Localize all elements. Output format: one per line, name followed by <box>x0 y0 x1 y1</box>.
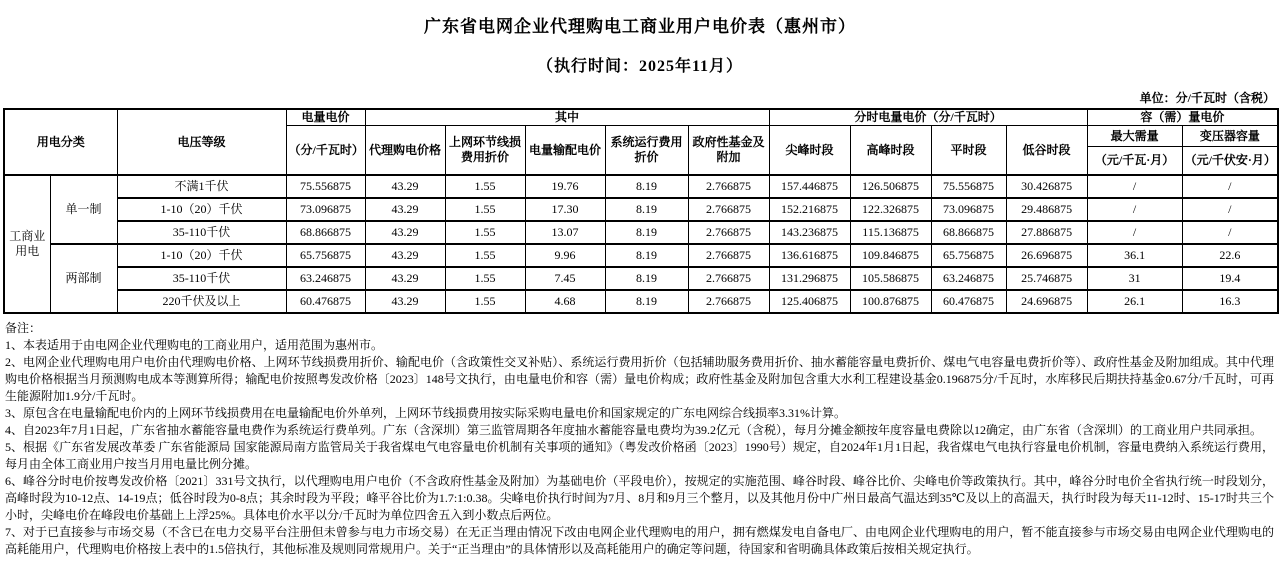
header-of-which: 其中 <box>365 109 769 126</box>
note-item-4: 4、自2023年7月1日起，广东省抽水蓄能容量电费作为系统运行费单列。广东（含深圳）第三监管周期各年度抽水蓄能容量电费均为39.2亿元（含税），每月分摊金额按年度容量电费除以12确定，由广东省（含深圳）的工商业用户共同承担。 <box>5 423 1263 437</box>
cell-value: 100.876875 <box>850 290 931 313</box>
cell-value: 68.866875 <box>286 221 365 244</box>
cell-value: 126.506875 <box>850 175 931 198</box>
header-tou-group: 分时电量电价（分/千瓦时） <box>769 109 1087 126</box>
header-agency-purchase-price: 代理购电价格 <box>365 126 445 176</box>
header-valley: 低谷时段 <box>1006 126 1087 176</box>
cell-value: 31 <box>1087 267 1182 290</box>
header-voltage-level: 电压等级 <box>117 109 286 175</box>
table-row <box>4 175 1278 198</box>
cell-value: 122.326875 <box>850 198 931 221</box>
price-table <box>3 108 1279 314</box>
cell-value: 43.29 <box>365 198 445 221</box>
cell-value: / <box>1182 198 1278 221</box>
cell-value: 1.55 <box>445 290 525 313</box>
cell-value: 73.096875 <box>286 198 365 221</box>
header-max-demand-unit: （元/千瓦·月） <box>1087 147 1182 176</box>
cell-group-single: 单一制 <box>50 175 117 244</box>
header-capacity-group: 容（需）量电价 <box>1087 109 1278 126</box>
header-energy-price-unit: （分/千瓦时） <box>286 126 365 176</box>
cell-value: 2.766875 <box>688 221 769 244</box>
cell-voltage: 1-10（20）千伏 <box>117 244 286 267</box>
cell-value: 13.07 <box>525 221 605 244</box>
cell-value: 60.476875 <box>931 290 1006 313</box>
notes-section <box>5 320 1274 558</box>
note-item-7: 7、对于已直接参与市场交易（不含已在电力交易平台注册但未曾参与电力市场交易）在无正当理由情况下改由电网企业代理购电的用户，拥有燃煤发电自备电厂、由电网企业代理购电的用户，暂不能直接参与市场交易由电网企业代理购电的高耗能用户，代理购电价格按上表中的1.5倍执行，其他标准及规则同常规用户。关于“正当理由”的具体情形以及高耗能用户的确定等问题，待国家和省明确具体政策后按相关规定执行。 <box>5 525 1274 556</box>
cell-value: 63.246875 <box>931 267 1006 290</box>
header-transformer-capacity: 变压器容量 <box>1182 126 1278 147</box>
note-item-3: 3、原包含在电量输配电价内的上网环节线损费用在电量输配电价外单列，上网环节线损费用按实际采购电量电价和国家规定的广东电网综合线损率3.31%计算。 <box>5 406 847 420</box>
note-item-1: 1、本表适用于由电网企业代理购电的工商业用户，适用范围为惠州市。 <box>5 338 384 352</box>
cell-voltage: 不满1千伏 <box>117 175 286 198</box>
cell-value: 2.766875 <box>688 290 769 313</box>
cell-value: 1.55 <box>445 221 525 244</box>
header-gov-funds-surcharge: 政府性基金及附加 <box>688 126 769 176</box>
cell-value: 157.446875 <box>769 175 850 198</box>
cell-value: 75.556875 <box>286 175 365 198</box>
cell-value: 65.756875 <box>931 244 1006 267</box>
cell-value: 19.76 <box>525 175 605 198</box>
cell-value: 1.55 <box>445 175 525 198</box>
cell-value: / <box>1087 198 1182 221</box>
header-energy-price: 电量电价 <box>286 109 365 126</box>
cell-value: 105.586875 <box>850 267 931 290</box>
cell-value: 75.556875 <box>931 175 1006 198</box>
cell-value: 29.486875 <box>1006 198 1087 221</box>
cell-voltage: 35-110千伏 <box>117 221 286 244</box>
cell-value: 24.696875 <box>1006 290 1087 313</box>
header-transmission-price: 电量输配电价 <box>525 126 605 176</box>
cell-value: 2.766875 <box>688 267 769 290</box>
cell-value: 125.406875 <box>769 290 850 313</box>
table-row <box>4 267 1278 290</box>
cell-value: 131.296875 <box>769 267 850 290</box>
cell-value: 9.96 <box>525 244 605 267</box>
cell-value: 26.696875 <box>1006 244 1087 267</box>
header-transformer-capacity-unit: （元/千伏安·月） <box>1182 147 1278 176</box>
cell-value: 1.55 <box>445 198 525 221</box>
cell-value: 43.29 <box>365 175 445 198</box>
cell-value: 8.19 <box>605 244 688 267</box>
cell-value: 63.246875 <box>286 267 365 290</box>
cell-value: 60.476875 <box>286 290 365 313</box>
header-grid-line-loss: 上网环节线损费用折价 <box>445 126 525 176</box>
cell-value: 68.866875 <box>931 221 1006 244</box>
cell-value: 4.68 <box>525 290 605 313</box>
header-system-operation-fee: 系统运行费用折价 <box>605 126 688 176</box>
cell-value: 143.236875 <box>769 221 850 244</box>
note-item-5: 5、根据《广东省发展改革委 广东省能源局 国家能源局南方监管局关于我省煤电气电容量电价机制有关事项的通知》（粤发改价格函〔2023〕1990号）规定，自2024年1月1日起，我省煤电气电执行容量电价机制，容量电费纳入系统运行费用，每月由全体工商业用户按当月用电量比例分摊。 <box>5 440 1274 471</box>
page-title: 广东省电网企业代理购电工商业用户电价表（惠州市） <box>424 17 856 36</box>
cell-value: 43.29 <box>365 221 445 244</box>
cell-value: 2.766875 <box>688 198 769 221</box>
cell-value: 73.096875 <box>931 198 1006 221</box>
cell-value: 27.886875 <box>1006 221 1087 244</box>
cell-value: 152.216875 <box>769 198 850 221</box>
cell-value: 8.19 <box>605 290 688 313</box>
cell-value: 36.1 <box>1087 244 1182 267</box>
cell-value: 43.29 <box>365 290 445 313</box>
header-usage-category: 用电分类 <box>4 109 117 175</box>
page-subtitle: （执行时间：2025年11月） <box>536 58 744 75</box>
header-max-demand: 最大需量 <box>1087 126 1182 147</box>
cell-voltage: 220千伏及以上 <box>117 290 286 313</box>
cell-value: 19.4 <box>1182 267 1278 290</box>
cell-value: 30.426875 <box>1006 175 1087 198</box>
cell-value: 2.766875 <box>688 175 769 198</box>
table-row <box>4 290 1278 313</box>
cell-value: 43.29 <box>365 267 445 290</box>
table-row <box>4 221 1278 244</box>
cell-value: 17.30 <box>525 198 605 221</box>
cell-value: / <box>1087 221 1182 244</box>
cell-value: 109.846875 <box>850 244 931 267</box>
cell-value: 8.19 <box>605 221 688 244</box>
cell-value: 22.6 <box>1182 244 1278 267</box>
cell-value: 7.45 <box>525 267 605 290</box>
cell-group-two-part: 两部制 <box>50 244 117 313</box>
cell-voltage: 1-10（20）千伏 <box>117 198 286 221</box>
note-item-2: 2、电网企业代理购电用户电价由代理购电价格、上网环节线损费用折价、输配电价（含政策性交叉补贴）、系统运行费用折价（包括辅助服务费用折价、抽水蓄能容量电费折价、煤电气电容量电费折价等）、政府性基金及附加组成。其中代理购电价格根据当月预测购电成本等测算所得；输配电价按照粤发改价格〔2023〕148号文执行，由电量电价和容（需）量电价构成；政府性基金及附加包含重大水利工程建设基金0.196875分/千瓦时，水库移民后期扶持基金0.67分/千瓦时，可再生能源附加1.9分/千瓦时。 <box>5 355 1274 403</box>
cell-value: 115.136875 <box>850 221 931 244</box>
unit-note: 单位：分/千瓦时（含税） <box>1139 91 1275 105</box>
cell-value: 136.616875 <box>769 244 850 267</box>
header-sharp-peak: 尖峰时段 <box>769 126 850 176</box>
cell-category: 工商业用电 <box>4 175 50 313</box>
table-row <box>4 198 1278 221</box>
cell-value: 8.19 <box>605 198 688 221</box>
cell-value: 25.746875 <box>1006 267 1087 290</box>
cell-voltage: 35-110千伏 <box>117 267 286 290</box>
header-flat: 平时段 <box>931 126 1006 176</box>
cell-value: 1.55 <box>445 244 525 267</box>
table-row <box>4 244 1278 267</box>
notes-label: 备注： <box>5 321 42 335</box>
cell-value: 26.1 <box>1087 290 1182 313</box>
cell-value: 8.19 <box>605 175 688 198</box>
cell-value: / <box>1087 175 1182 198</box>
cell-value: 8.19 <box>605 267 688 290</box>
cell-value: 1.55 <box>445 267 525 290</box>
cell-value: 16.3 <box>1182 290 1278 313</box>
cell-value: 2.766875 <box>688 244 769 267</box>
header-peak: 高峰时段 <box>850 126 931 176</box>
cell-value: / <box>1182 221 1278 244</box>
cell-value: 65.756875 <box>286 244 365 267</box>
cell-value: / <box>1182 175 1278 198</box>
cell-value: 43.29 <box>365 244 445 267</box>
note-item-6: 6、峰谷分时电价按粤发改价格〔2021〕331号文执行，以代理购电用户电价（不含政府性基金及附加）为基础电价（平段电价），按规定的实施范围、峰谷时段、峰谷比价、尖峰电价等政策执行。其中，峰谷分时电价全省执行统一时段划分，高峰时段为10-12点、14-19点；低谷时段为0-8点；其余时段为平段；峰平谷比价为1.7:1:0.38。尖峰电价执行时间为7月、8月和9月三个整月，以及其他月份中广州日最高气温达到35℃及以上的高温天，执行时段为每天11-12时、15-17时共三个小时，尖峰电价在峰段电价基础上上浮25%。具体电价水平以分/千瓦时为单位四舍五入到小数点后两位。 <box>5 474 1274 522</box>
